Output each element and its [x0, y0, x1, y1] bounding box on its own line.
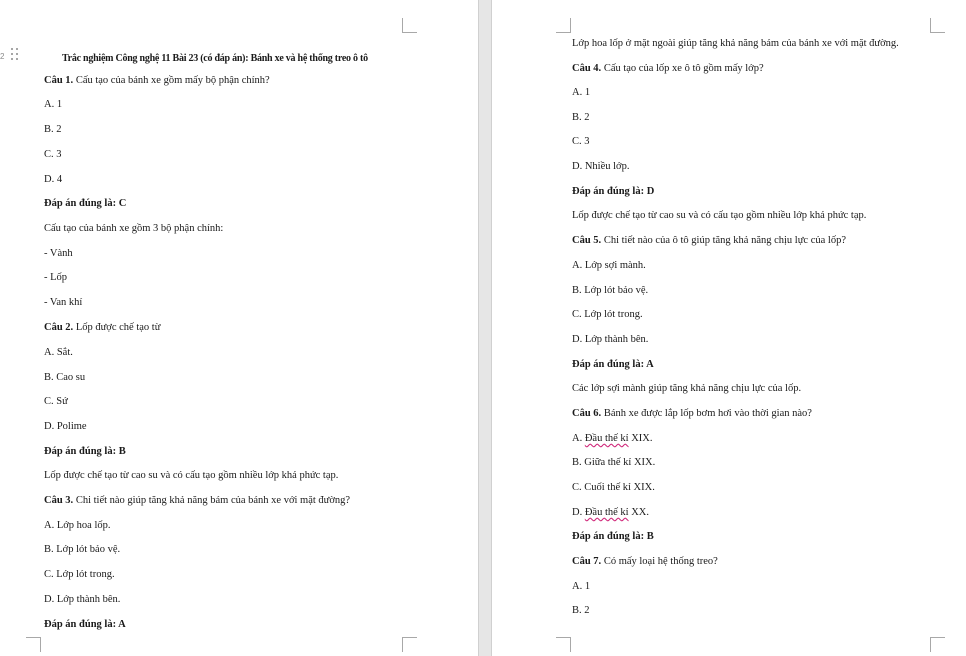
document-page-left: [0, 0, 478, 656]
list-item: - Lốp: [44, 272, 68, 283]
question-label: Câu 5.: [572, 235, 602, 246]
option-d: D. Lớp thành bên.: [44, 594, 121, 605]
question-text: Chi tiết nào của ô tô giúp tăng khả năng chịu lực của lốp?: [601, 235, 846, 246]
question-label: Câu 6.: [572, 408, 602, 419]
option-a: A. Lớp sợi mành.: [572, 260, 646, 271]
question-text: Chi tiết nào giúp tăng khả năng bám của bánh xe với mặt đường?: [73, 495, 351, 506]
question-label: Câu 1.: [44, 75, 74, 86]
question-4: [572, 62, 764, 75]
page-gutter: [478, 0, 492, 656]
option-b: B. 2: [572, 112, 590, 123]
question-5: [572, 234, 846, 247]
corner-mark-top-left: [556, 18, 571, 33]
answer-line: Đáp án đúng là: B: [572, 531, 654, 542]
option-c: C. Lớp lót trong.: [572, 309, 643, 320]
option-c: C. Lớp lót trong.: [44, 569, 115, 580]
question-text: Lốp được chế tạo từ: [73, 322, 161, 333]
option-b: B. Giữa thế kỉ XIX.: [572, 457, 656, 468]
option-b: B. Lớp lót bảo vệ.: [572, 285, 649, 296]
option-c: C. Cuối thế kỉ XIX.: [572, 482, 655, 493]
option-d: D. Lớp thành bên.: [572, 334, 649, 345]
spelling-flag[interactable]: Đầu thế kỉ: [584, 433, 629, 444]
drag-handle-icon[interactable]: [10, 48, 20, 62]
option-suffix: XX.: [628, 507, 650, 518]
question-1: [44, 74, 270, 87]
corner-mark-top-right: [402, 18, 417, 33]
question-text: Cấu tạo của lốp xe ô tô gồm mấy lớp?: [601, 63, 764, 74]
list-item: - Van khí: [44, 297, 83, 308]
option-d: D. Nhiều lớp.: [572, 161, 630, 172]
question-text: Bánh xe được lắp lốp bơm hơi vào thời gian nào?: [601, 408, 812, 419]
question-label: Câu 2.: [44, 322, 74, 333]
corner-mark-bottom-right: [402, 637, 417, 652]
option-b: B. 2: [44, 124, 62, 135]
answer-line: Đáp án đúng là: A: [44, 619, 126, 630]
question-3: [44, 494, 350, 507]
question-6: [572, 407, 812, 420]
option-prefix: A.: [572, 433, 585, 444]
question-text: Cấu tạo của bánh xe gồm mấy bộ phận chính?: [73, 75, 270, 86]
answer-line: Đáp án đúng là: C: [44, 198, 127, 209]
option-d: D. Polime: [44, 421, 87, 432]
option-d: [572, 506, 649, 519]
answer-line: Đáp án đúng là: A: [572, 359, 654, 370]
corner-mark-top-right: [930, 18, 945, 33]
option-a: A. Sắt.: [44, 347, 73, 358]
explanation: Cấu tạo của bánh xe gồm 3 bộ phận chính:: [44, 223, 224, 234]
answer-line: Đáp án đúng là: B: [44, 446, 126, 457]
question-label: Câu 7.: [572, 556, 602, 567]
option-d: D. 4: [44, 174, 63, 185]
explanation: Các lớp sợi mành giúp tăng khả năng chịu lực của lốp.: [572, 383, 802, 394]
list-item: - Vành: [44, 248, 73, 259]
option-suffix: XIX.: [628, 433, 653, 444]
spelling-flag[interactable]: Đầu thế kỉ: [584, 507, 629, 518]
corner-mark-bottom-left: [556, 637, 571, 652]
option-a: [572, 432, 653, 445]
option-b: B. Lớp lót bảo vệ.: [44, 544, 121, 555]
option-c: C. Sứ: [44, 396, 68, 407]
option-a: A. 1: [572, 87, 591, 98]
page-number: 2: [0, 52, 5, 61]
document-title: Trắc nghiệm Công nghệ 11 Bài 23 (có đáp án): Bánh xe và hệ thống treo ô tô: [62, 53, 368, 64]
option-b: B. Cao su: [44, 372, 86, 383]
question-text: Có mấy loại hệ thống treo?: [601, 556, 718, 567]
option-c: C. 3: [44, 149, 62, 160]
question-label: Câu 3.: [44, 495, 74, 506]
option-a: A. 1: [44, 99, 63, 110]
explanation: Lớp hoa lốp ở mặt ngoài giúp tăng khả năng bám của bánh xe với mặt đường.: [572, 38, 899, 49]
option-prefix: D.: [572, 507, 585, 518]
option-c: C. 3: [572, 136, 590, 147]
option-a: A. 1: [572, 581, 591, 592]
question-label: Câu 4.: [572, 63, 602, 74]
document-page-right: [492, 0, 966, 656]
corner-mark-bottom-right: [930, 637, 945, 652]
explanation: Lốp được chế tạo từ cao su và có cấu tạo gồm nhiều lớp khá phức tạp.: [44, 470, 339, 481]
option-b: B. 2: [572, 605, 590, 616]
question-2: [44, 321, 160, 334]
option-a: A. Lớp hoa lốp.: [44, 520, 111, 531]
corner-mark-bottom-left: [26, 637, 41, 652]
question-7: [572, 555, 718, 568]
answer-line: Đáp án đúng là: D: [572, 186, 655, 197]
explanation: Lốp được chế tạo từ cao su và có cấu tạo gồm nhiều lớp khá phức tạp.: [572, 210, 867, 221]
